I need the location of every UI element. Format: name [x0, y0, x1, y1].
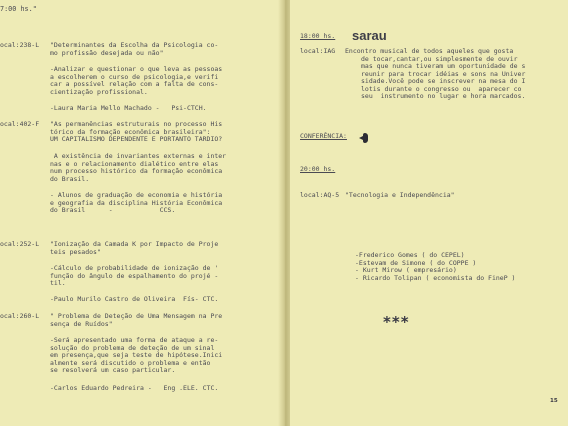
item-title-line: teis pesados"	[50, 247, 101, 256]
asterisk-divider: ***	[383, 313, 410, 331]
speaker-line: - Ricardo Tolipan ( economista do FineP )	[355, 273, 516, 282]
item-title-line: UM CAPITALISMO DEPENDENTE E PORTANTO TARDIO?	[50, 135, 223, 143]
item-code: ocal:252-L	[0, 240, 40, 248]
item-code: ocal:260-L	[0, 312, 40, 320]
item-author: -Laura Maria Mello Machado - Psi-CTCH.	[50, 104, 207, 112]
sarau-text-line: Encontro musical de todos aqueles que gosta	[345, 47, 514, 55]
item-code: ocal:238-L	[0, 41, 40, 49]
sarau-text-line: lotis durante o congresso ou aparecer co	[361, 84, 522, 93]
item-body-line: função do ângulo de espalhamento do projé -	[50, 271, 219, 280]
page-number: 15	[550, 398, 558, 404]
item-title-line: sença de Ruídos"	[50, 319, 113, 328]
pointing-hand-icon	[363, 133, 368, 143]
time-heading-18: 18:00 hs.	[300, 32, 336, 40]
time-heading-left: 7:00 hs."	[0, 5, 37, 13]
item-code: ocal:402-F	[0, 120, 40, 128]
sarau-code: local:IAG	[300, 47, 336, 55]
item-body-line: solução do problema de deteção de um sinal	[50, 343, 215, 352]
sarau-text-line: mas que nunca tiveram um oportunidade de s	[361, 62, 526, 70]
item-body-line: se resolverá um caso particular.	[50, 366, 176, 374]
sarau-text-line: reunir para trocar idéias e sons na Univer	[361, 69, 526, 78]
item-title-line: mo profissão desejada ou não"	[50, 48, 164, 57]
item-title-line: tórico da formação econômica brasileira":	[50, 127, 211, 136]
sarau-text-line: seu instrumento no lugar e hora marcados.	[361, 92, 526, 100]
conferencia-label: CONFERÊNCIA:	[300, 132, 347, 140]
item-author: -Carlos Eduardo Pedreira - Eng .ELE. CTC.	[50, 384, 219, 392]
item-title-line: "As permanências estruturais no processo His	[50, 120, 223, 128]
item-body-line: do Brasil.	[50, 174, 90, 183]
item-author-line: e geografia da disciplina História Econômica	[50, 198, 223, 207]
speaker-line: -Frederico Gomes ( do CEPEL)	[355, 251, 465, 259]
item-body-line: a escolherem o curso de psicologia,e verifi	[50, 72, 219, 81]
item-title-line: "Ionização da Camada K por Impacto de Proje	[50, 240, 219, 248]
item-body-line: -Será apresentado uma forma de ataque a re-	[50, 336, 219, 344]
sarau-text-line: de tocar,cantar,ou simplesmente de ouvir	[361, 54, 518, 63]
item-body-line: em presença,que seja teste de hipótese.Inici	[50, 351, 223, 359]
sarau-title: sarau	[352, 28, 387, 43]
conference-code: local:AQ-5	[300, 191, 340, 199]
item-body-line: til.	[50, 279, 66, 287]
item-body-line: -Cálculo de probabilidade de ionização de '	[50, 264, 219, 272]
item-author-line: do Brasil - CCS.	[50, 206, 176, 214]
item-body-line: -Analizar e questionar o que leva as pessoas	[50, 65, 223, 73]
item-author-line: - Alunos de graduação de economia e história	[50, 191, 223, 199]
sarau-text-line: sidade.Você pode se inscrever na mesa do I	[361, 77, 526, 85]
item-body-line: num processo histórico da formação econômica	[50, 167, 223, 175]
conference-title: "Tecnologia e Independência"	[345, 191, 455, 199]
item-body-line: cientização profissional.	[50, 87, 148, 96]
item-body-line: A existência de invariantes externas e inter	[50, 152, 227, 160]
item-body-line: almente será discutido o problema e então	[50, 358, 211, 367]
item-body-line: car a possível relação com a falta de cons-	[50, 80, 219, 88]
item-author: -Paulo Murilo Castro de Oliveira Fís- CTC.	[50, 295, 219, 303]
item-title-line: " Problema de Deteção de Uma Mensagem na Pre	[50, 312, 223, 320]
item-body-line: nas e o relacionamento dialético entre elas	[50, 159, 219, 168]
speaker-line: -Estevam de Simone ( do COPPE )	[355, 258, 477, 267]
speaker-line: - Kurt Mirow ( empresário)	[355, 266, 457, 274]
item-title-line: "Determinantes da Escolha da Psicologia co-	[50, 41, 219, 49]
time-heading-20: 20:00 hs.	[300, 165, 336, 173]
